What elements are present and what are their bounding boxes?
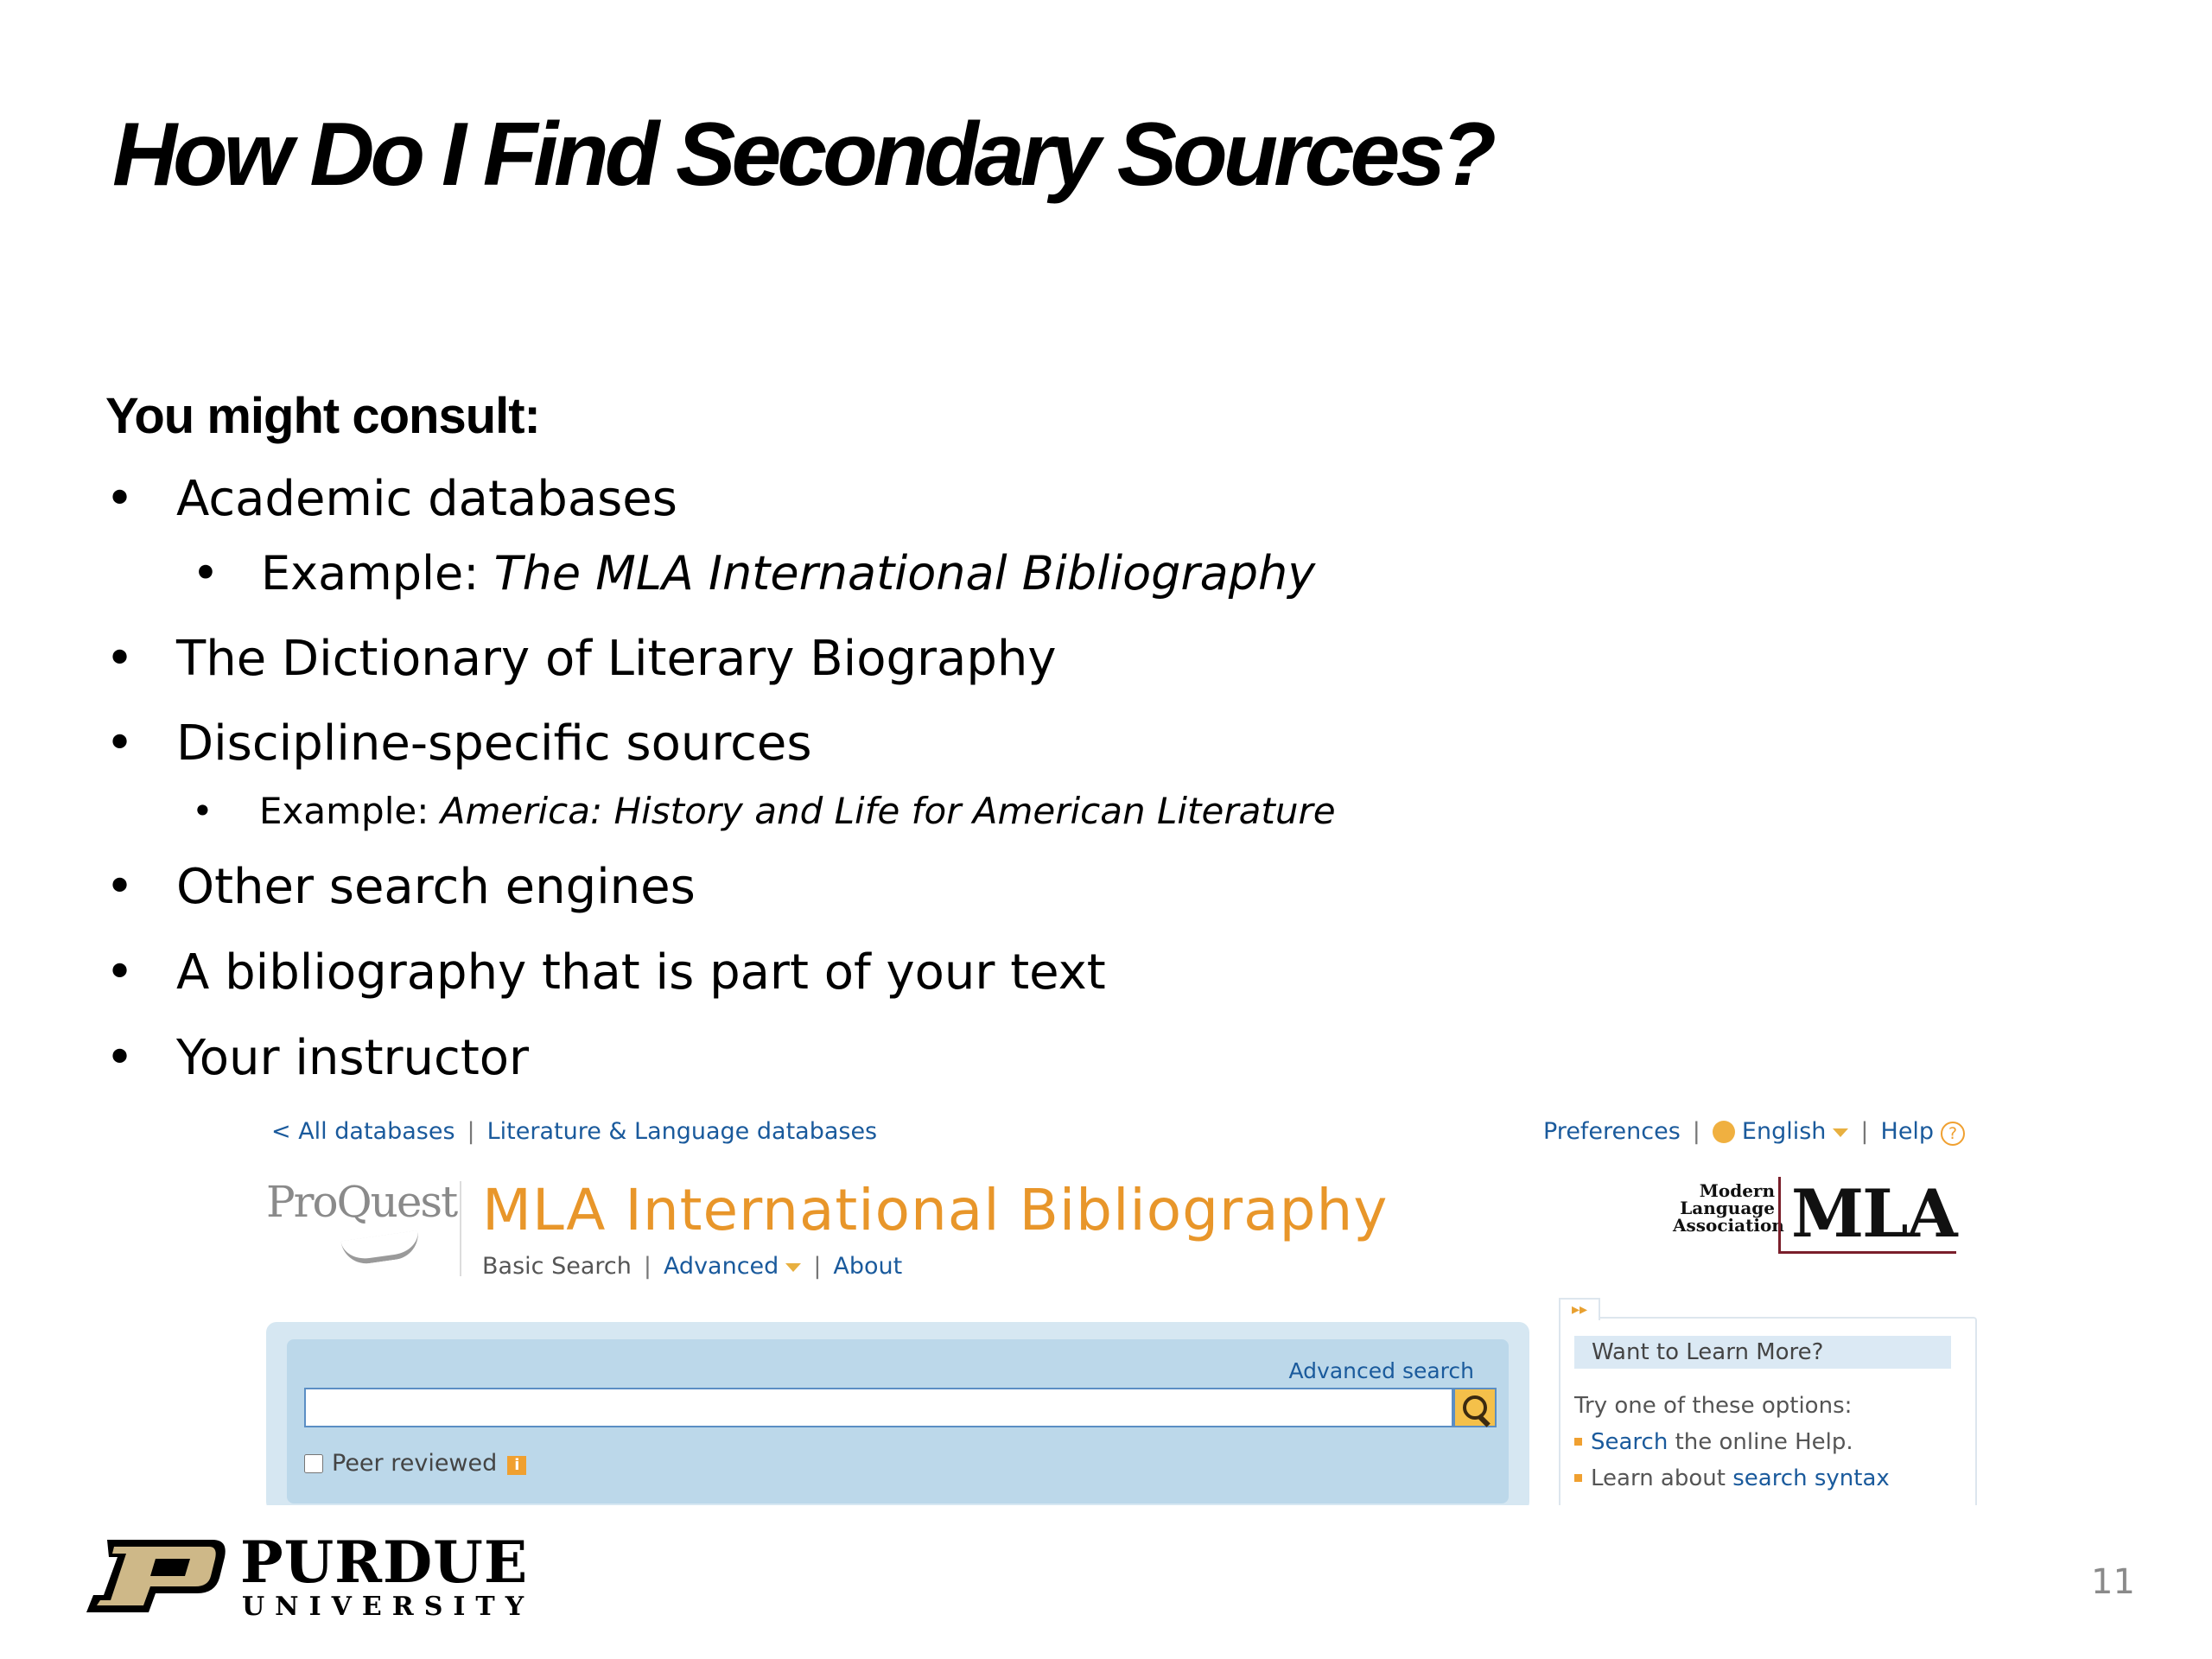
search-button[interactable] [1453,1388,1497,1427]
bullet-text: Academic databases [176,471,677,527]
language-select[interactable]: English [1741,1118,1827,1145]
basic-search-link[interactable]: Basic Search [482,1253,632,1280]
proquest-swoosh-icon [340,1230,421,1267]
advanced-link[interactable]: Advanced [663,1253,779,1280]
bullet-item [105,859,696,915]
bullet-square-icon [1574,1474,1582,1482]
advanced-search-link[interactable]: Advanced search [1288,1358,1474,1383]
page-number: 11 [2091,1562,2135,1602]
bullet-text: Your instructor [176,1030,530,1086]
bullet-dot: • [105,715,135,772]
learn-more-text: the online Help. [1668,1429,1853,1455]
help-icon[interactable]: ? [1941,1122,1965,1146]
purdue-logo [83,1529,535,1622]
preferences-link[interactable]: Preferences [1543,1118,1681,1145]
mla-logo-mark: MLA [1778,1177,1956,1254]
sub-bullet-item [192,790,1336,832]
db-nav [271,1118,877,1145]
example-title: America: History and Life for American Literature [440,790,1336,832]
peer-reviewed-label: Peer reviewed [332,1450,498,1477]
bullet-dot: • [192,790,213,832]
bullet-item [105,1030,529,1086]
bullet-dot: • [105,631,135,687]
separator: | [1860,1118,1869,1145]
example-prefix: Example: [261,546,494,601]
learn-more-item [1574,1460,1890,1497]
sub-bullet-text [192,546,1315,601]
peer-reviewed-checkbox[interactable] [304,1454,323,1473]
search-box-area [287,1339,1509,1503]
purdue-p-icon [83,1535,230,1618]
separator: | [467,1118,475,1145]
divider [460,1181,461,1276]
bullet-dot: • [105,859,135,915]
separator: | [1692,1118,1700,1145]
sub-bullet-text [192,790,1336,832]
bullet-text: A bibliography that is part of your text [176,944,1106,1001]
mla-line: Association [1673,1215,1784,1236]
search-subnav [482,1253,902,1280]
peer-reviewed-row [304,1450,526,1477]
search-input[interactable] [304,1388,1453,1427]
separator: | [813,1253,822,1280]
database-title: MLA International Bibliography [482,1177,1389,1243]
example-prefix: Example: [259,790,441,832]
chevron-down-icon [1833,1128,1848,1137]
example-title: The MLA International Bibliography [493,546,1316,601]
globe-icon [1713,1121,1735,1143]
sub-bullet-item [192,546,1315,601]
learn-more-intro: Try one of these options: [1574,1393,1853,1419]
utility-nav [1543,1118,1965,1146]
university-wordmark: UNIVERSITY [242,1592,535,1622]
collapse-toggle-icon[interactable]: ▸▸ [1559,1298,1600,1320]
search-syntax-link[interactable]: search syntax [1732,1465,1890,1491]
bullet-text: Discipline-specific sources [176,715,812,772]
bullet-dot: • [105,471,135,527]
bullet-dot: • [105,1030,135,1086]
search-panel [266,1322,1529,1505]
purdue-wordmark: PURDUE [240,1529,529,1596]
proquest-logo: ProQuest [266,1177,457,1227]
bullet-text: The Dictionary of Literary Biography [176,631,1057,687]
learn-more-text: Learn about [1591,1465,1733,1491]
mla-line: Modern [1699,1180,1775,1201]
slide-title: How Do I Find Secondary Sources? [112,105,1492,205]
separator: | [643,1253,652,1280]
bullet-item [105,631,1057,687]
mla-logo [1673,1177,1967,1256]
learn-more-body [1574,1388,1890,1497]
bullet-item [105,715,812,772]
about-link[interactable]: About [833,1253,903,1280]
learn-more-heading: Want to Learn More? [1574,1336,1951,1369]
bullet-square-icon [1574,1438,1582,1446]
bullet-dot: • [105,944,135,1001]
info-icon[interactable]: i [507,1456,526,1475]
lit-lang-link[interactable]: Literature & Language databases [486,1118,878,1145]
help-link[interactable]: Help [1880,1118,1935,1145]
bullet-item [105,944,1106,1001]
mla-logo-small-text [1673,1180,1784,1236]
mla-line: Language [1680,1198,1775,1218]
bullet-item [105,471,677,527]
learn-more-item [1574,1424,1890,1460]
bullet-dot: • [192,546,219,601]
intro-text: You might consult: [105,388,540,444]
bullet-text: Other search engines [176,859,696,915]
learn-more-panel [1559,1300,1977,1505]
chevron-down-icon [785,1263,801,1272]
proquest-screenshot [256,1090,1993,1505]
all-databases-link[interactable]: < All databases [271,1118,455,1145]
search-help-link[interactable]: Search [1591,1429,1669,1455]
